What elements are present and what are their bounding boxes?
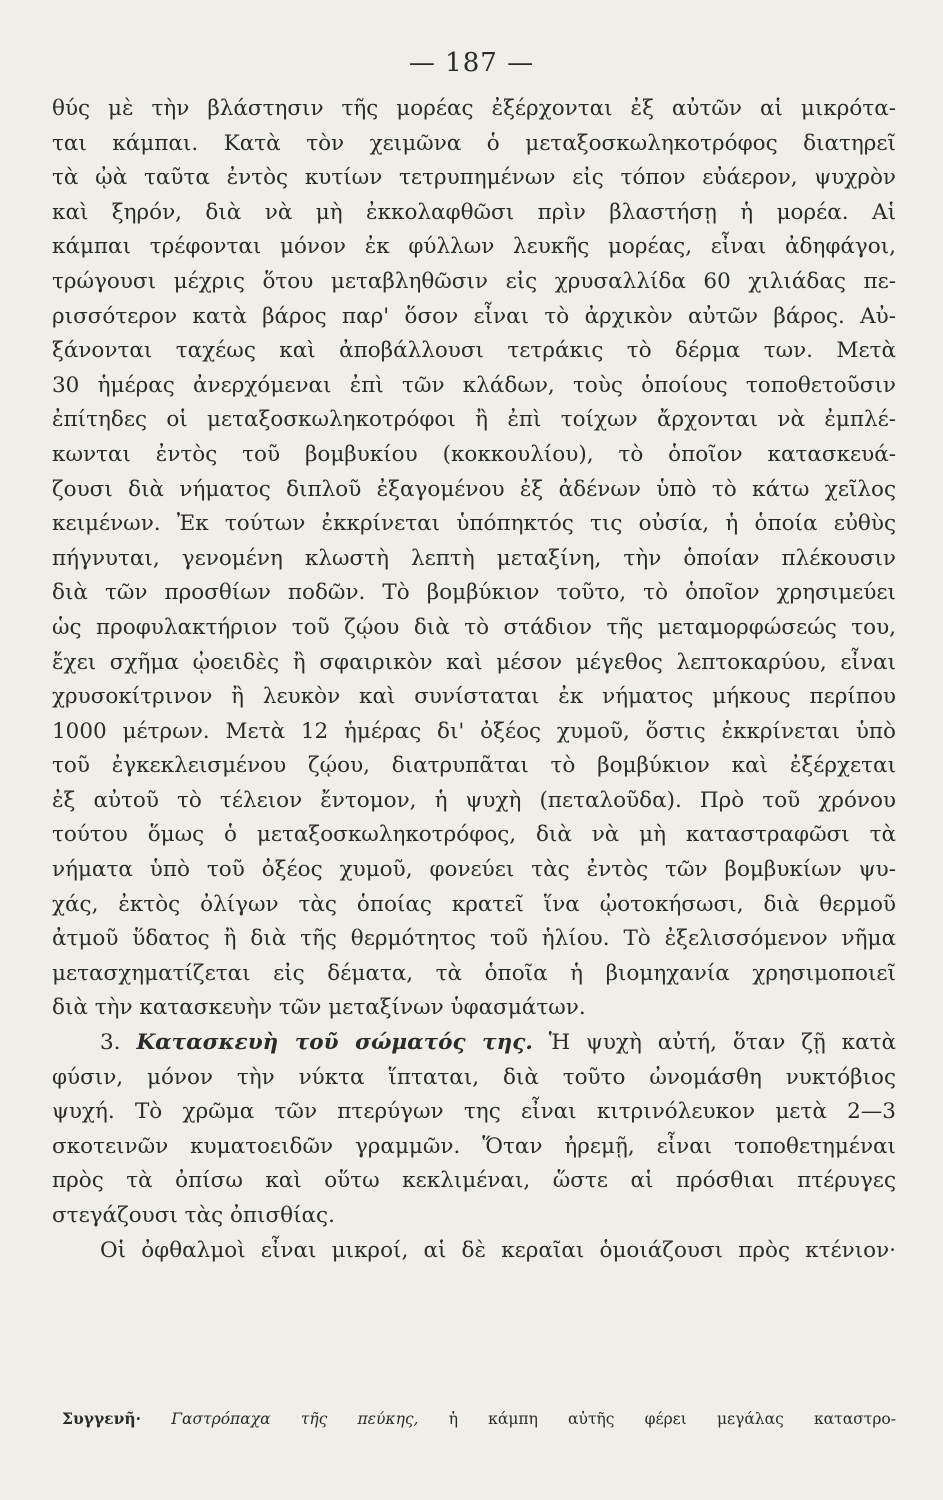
section-heading-line: [52, 1026, 896, 1061]
text-line: ἀτμοῦ ὕδατος ἢ διὰ τῆς θερμότητος τοῦ ἡλίου. Τὸ ἐξελισσόμενον νῆμα: [52, 926, 896, 952]
page-number: — 187 —: [408, 48, 535, 78]
text-line: 1000 μέτρων. Μετὰ 12 ἡμέρας δι' ὀξέος χυμοῦ, ὅστις ἐκκρίνεται ὑπὸ: [52, 718, 896, 744]
text-line: ται κάμπαι. Κατὰ τὸν χειμῶνα ὁ μεταξοσκωληκοτρόφος διατηρεῖ: [52, 130, 896, 156]
text-line: ἐξ αὐτοῦ τὸ τέλειον ἔντομον, ἡ ψυχὴ (πεταλοῦδα). Πρὸ τοῦ χρόνου: [52, 787, 896, 813]
text-line: χρυσοκίτρινον ἢ λευκὸν καὶ συνίσταται ἐκ νήματος μήκους περίπου: [52, 684, 896, 710]
section-first-text: Ἡ ψυχὴ αὐτή, ὅταν ζῇ κατὰ: [548, 1030, 896, 1056]
text-line: ἔχει σχῆμα ᾠοειδὲς ἢ σφαιρικὸν καὶ μέσον μέγεθος λεπτοκαρύου, εἶναι: [52, 649, 896, 675]
text-line: τὰ ᾠὰ ταῦτα ἐντὸς κυτίων τετρυπημένων εἰς τόπον εὐάερον, ψυχρὸν: [52, 165, 896, 191]
text-line: ρισσότερον κατὰ βάρος παρ' ὅσον εἶναι τὸ ἀρχικὸν αὐτῶν βάρος. Αὐ-: [52, 303, 896, 329]
text-line: φύσιν, μόνον τὴν νύκτα ἵπταται, διὰ τοῦτο ὠνομάσθη νυκτόβιος: [52, 1064, 896, 1090]
text-line: κωνται ἐντὸς τοῦ βομβυκίου (κοκκουλίου), τὸ ὁποῖον κατασκευά-: [52, 441, 896, 467]
footnote-text: ἡ κάμπη αὐτῆς φέρει μεγάλας καταστρο-: [448, 1410, 896, 1428]
footnote-species: Γαστρόπαχα τῆς πεύκης,: [171, 1410, 419, 1428]
text-line: σκοτεινῶν κυματοειδῶν γραμμῶν. Ὅταν ἠρεμῇ, εἶναι τοποθετημέναι: [52, 1133, 896, 1159]
section-number: 3.: [100, 1030, 121, 1056]
text-line: διὰ τῶν προσθίων ποδῶν. Τὸ βομβύκιον τοῦτο, τὸ ὁποῖον χρησιμεύει: [52, 580, 896, 606]
text-line: τούτου ὅμως ὁ μεταξοσκωληκοτρόφος, διὰ νὰ μὴ καταστραφῶσι τὰ: [52, 822, 896, 848]
body-text: [52, 92, 896, 1268]
footnote-lead: Συγγενῆ·: [62, 1409, 142, 1428]
text-line: μετασχηματίζεται εἰς δέματα, τὰ ὁποῖα ἡ βιομηχανία χρησιμοποιεῖ: [52, 960, 896, 986]
text-line: κάμπαι τρέφονται μόνον ἐκ φύλλων λευκῆς μορέας, εἶναι ἀδηφάγοι,: [52, 234, 896, 260]
text-line: τρώγουσι μέχρις ὅτου μεταβληθῶσιν εἰς χρυσαλλίδα 60 χιλιάδας πε-: [52, 268, 896, 294]
text-line: στεγάζουσι τὰς ὀπισθίας.: [52, 1203, 335, 1228]
text-line: τοῦ ἐγκεκλεισμένου ζῴου, διατρυπᾶται τὸ βομβύκιον καὶ ἐξέρχεται: [52, 753, 896, 779]
text-line: νήματα ὑπὸ τοῦ ὀξέος χυμοῦ, φονεύει τὰς ἐντὸς τῶν βομβυκίων ψυ-: [52, 857, 896, 883]
text-line: καὶ ξηρόν, διὰ νὰ μὴ ἐκκολαφθῶσι πρὶν βλαστήσῃ ἡ μορέα. Αἱ: [52, 199, 896, 225]
text-line: ὡς προφυλακτήριον τοῦ ζῴου διὰ τὸ στάδιον τῆς μεταμορφώσεώς του,: [52, 614, 896, 640]
text-line: χάς, ἐκτὸς ὀλίγων τὰς ὁποίας κρατεῖ ἵνα ᾠοτοκήσωσι, διὰ θερμοῦ: [52, 891, 896, 917]
text-line: ἐπίτηδες οἱ μεταξοσκωληκοτρόφοι ἢ ἐπὶ τοίχων ἄρχονται νὰ ἐμπλέ-: [52, 407, 896, 433]
text-line: θύς μὲ τὴν βλάστησιν τῆς μορέας ἐξέρχονται ἐξ αὐτῶν αἱ μικρότα-: [52, 96, 896, 121]
text-line: 30 ἡμέρας ἀνερχόμεναι ἐπὶ τῶν κλάδων, τοὺς ὁποίους τοποθετοῦσιν: [52, 372, 896, 398]
text-line: διὰ τὴν κατασκευὴν τῶν μεταξίνων ὑφασμάτων.: [52, 995, 586, 1021]
section-heading: Κατασκευὴ τοῦ σώματός της.: [136, 1030, 533, 1056]
text-line: ζουσι διὰ νήματος διπλοῦ ἐξαγομένου ἐξ ἀδένων ὑπὸ τὸ κάτω χεῖλος: [52, 476, 896, 502]
text-line: ψυχή. Τὸ χρῶμα τῶν πτερύγων της εἶναι κιτρινόλευκον μετὰ 2—3: [52, 1099, 896, 1125]
footnote: [62, 1402, 896, 1436]
text-line: ξάνονται ταχέως καὶ ἀποβάλλουσι τετράκις τὸ δέρμα των. Μετὰ: [52, 338, 896, 364]
text-line: πρὸς τὰ ὀπίσω καὶ οὕτω κεκλιμέναι, ὥστε αἱ πρόσθιαι πτέρυγες: [52, 1168, 896, 1194]
text-line: πήγνυται, γενομένη κλωστὴ λεπτὴ μεταξίνη, τὴν ὁποίαν πλέκουσιν: [52, 545, 896, 571]
text-line: Οἱ ὀφθαλμοὶ εἶναι μικροί, αἱ δὲ κεραῖαι ὁμοιάζουσι πρὸς κτένιον·: [100, 1237, 896, 1263]
text-line: κειμένων. Ἐκ τούτων ἐκκρίνεται ὑπόπηκτός τις οὐσία, ἡ ὁποία εὐθὺς: [52, 511, 896, 537]
